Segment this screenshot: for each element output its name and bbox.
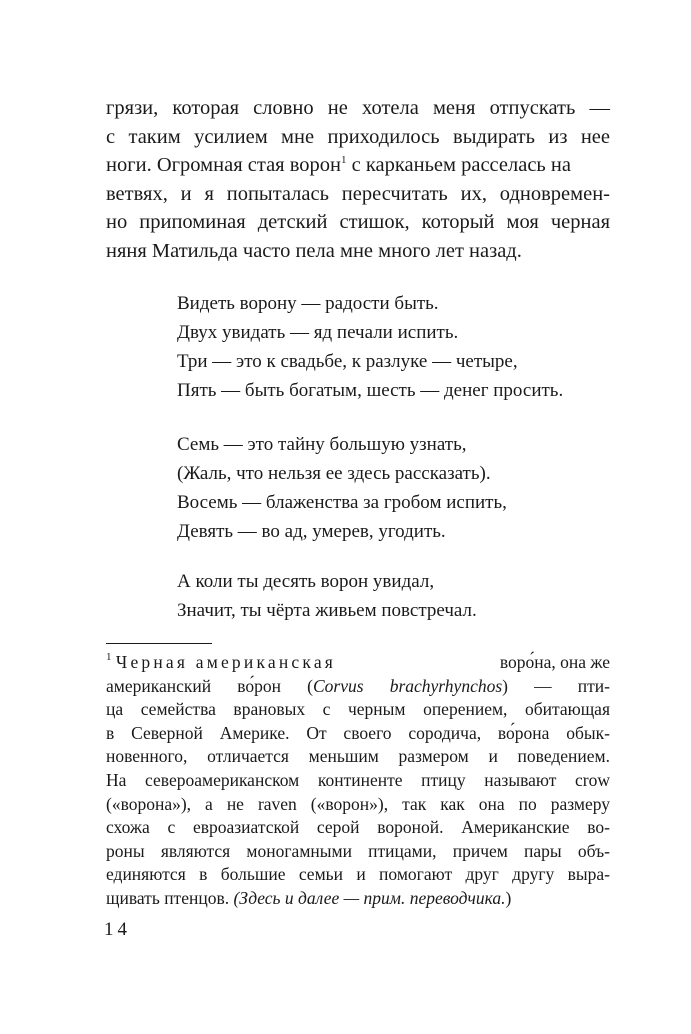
footnote-number: 1 xyxy=(106,651,112,663)
footnote-translator-note: (Здесь и далее — прим. переводчика. xyxy=(233,887,506,908)
footnote-text: новенного, отличается меньшим размером и поведением. xyxy=(106,746,610,767)
footnote-reference[interactable]: 1 xyxy=(341,154,347,166)
poem-stanza-3 xyxy=(177,567,597,625)
footnote-line xyxy=(106,722,610,746)
footnote-text: На североамериканском континенте птицу называют crow xyxy=(106,769,610,790)
footnote-text: роны являются моногамными птицами, причем пары объ- xyxy=(106,840,610,861)
body-line-part: ноги. Огромная стая ворон xyxy=(106,154,341,176)
body-line: с таким усилием мне приходилось выдирать из нее xyxy=(106,125,610,148)
footnote-line xyxy=(106,816,610,840)
poem-line: Семь — это тайну большую узнать, xyxy=(177,434,467,455)
footnote-text: ) — пти- xyxy=(502,675,610,696)
footnote-text: в Северной Америке. От своего сородича, во́рона обык- xyxy=(106,722,610,743)
poem-line: Значит, ты чёрта живьем повстречал. xyxy=(177,600,477,621)
footnote-line xyxy=(106,698,610,722)
body-line-with-footnote xyxy=(106,151,610,180)
body-line-part: с карканьем расселась на xyxy=(351,154,571,176)
poem-stanza-2 xyxy=(177,430,597,546)
body-line: грязи, которая словно не хотела меня отпускать — xyxy=(106,97,610,119)
poem-line: Пять — быть богатым, шесть — денег просить. xyxy=(177,380,564,401)
poem-line: Двух увидать — яд печали испить. xyxy=(177,322,459,343)
poem-stanza-1 xyxy=(177,289,597,405)
footnote-text: ца семейства врановых с черным оперением, обитающая xyxy=(106,699,610,720)
footnote-line xyxy=(106,651,610,675)
footnote-text: («ворона»), а не raven («ворон»), так как она по размеру xyxy=(106,793,610,814)
poem-line: Три — это к свадьбе, к разлуке — четыре, xyxy=(177,351,518,372)
footnote-line xyxy=(106,675,610,699)
footnote xyxy=(106,651,610,911)
footnote-text: единяются в большие семьи и помогают друг другу выра- xyxy=(106,864,610,885)
footnote-text: американский во́рон ( xyxy=(106,675,313,696)
footnote-text: ) xyxy=(505,887,512,908)
footnote-line xyxy=(106,793,610,817)
poem-line: А коли ты десять ворон увидал, xyxy=(177,571,435,592)
footnote-text: схожа с евроазиатской серой вороной. Американские во- xyxy=(106,817,610,838)
poem-line: Девять — во ад, умерев, угодить. xyxy=(177,521,446,542)
footnote-latin-name: Corvus brachyrhynchos xyxy=(313,675,503,696)
footnote-line xyxy=(106,769,610,793)
page-number: 14 xyxy=(104,919,131,940)
footnote-line xyxy=(106,863,610,887)
poem-line: Восемь — блаженства за гробом испить, xyxy=(177,492,507,513)
footnote-divider xyxy=(106,643,212,644)
poem-line: (Жаль, что нельзя ее здесь рассказать). xyxy=(177,463,491,484)
footnote-line xyxy=(106,887,610,911)
footnote-term: Черная американская xyxy=(115,652,337,672)
body-line: няня Матильда часто пела мне много лет назад. xyxy=(106,239,522,262)
footnote-text: воро́на, она же xyxy=(499,652,610,672)
footnote-line xyxy=(106,745,610,769)
body-line: но припоминая детский стишок, который моя черная xyxy=(106,211,610,233)
body-paragraph xyxy=(106,94,610,265)
footnote-line xyxy=(106,840,610,864)
footnote-text: щивать птенцов. xyxy=(106,887,230,908)
body-line: ветвях, и я попыталась пересчитать их, одновремен- xyxy=(106,182,610,205)
poem-line: Видеть ворону — радости быть. xyxy=(177,293,439,314)
